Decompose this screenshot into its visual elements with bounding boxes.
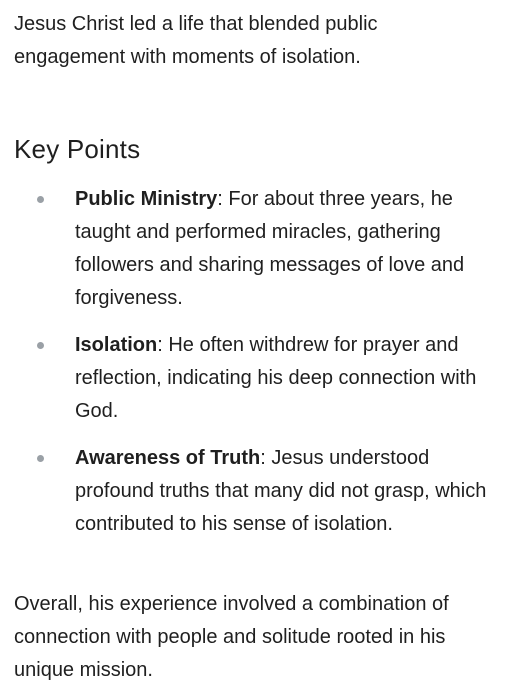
list-item-awareness-of-truth (0, 442, 506, 541)
bullet-icon (37, 342, 44, 349)
conclusion-paragraph: Overall, his experience involved a combination of connection with people and solitude rooted in his unique mission. (14, 593, 449, 681)
intro-paragraph: Jesus Christ led a life that blended public engagement with moments of isolation. (14, 13, 378, 68)
list-item-public-ministry (0, 183, 506, 315)
point-text: : Jesus understood profound truths that many did not grasp, which contributed to his sense of isolation. (75, 447, 487, 535)
bullet-icon (37, 196, 44, 203)
point-text: : For about three years, he taught and performed miracles, gathering followers and sharing messages of love and forgiveness. (75, 188, 465, 309)
bullet-icon (37, 455, 44, 462)
section-heading: Key Points (14, 134, 141, 164)
point-title: Public Ministry (75, 188, 218, 210)
point-text: : He often withdrew for prayer and reflection, indicating his deep connection with God. (75, 334, 477, 422)
key-points-list (0, 183, 506, 555)
list-item-isolation (0, 329, 506, 428)
point-title: Isolation (75, 334, 158, 356)
point-title: Awareness of Truth (75, 447, 261, 469)
